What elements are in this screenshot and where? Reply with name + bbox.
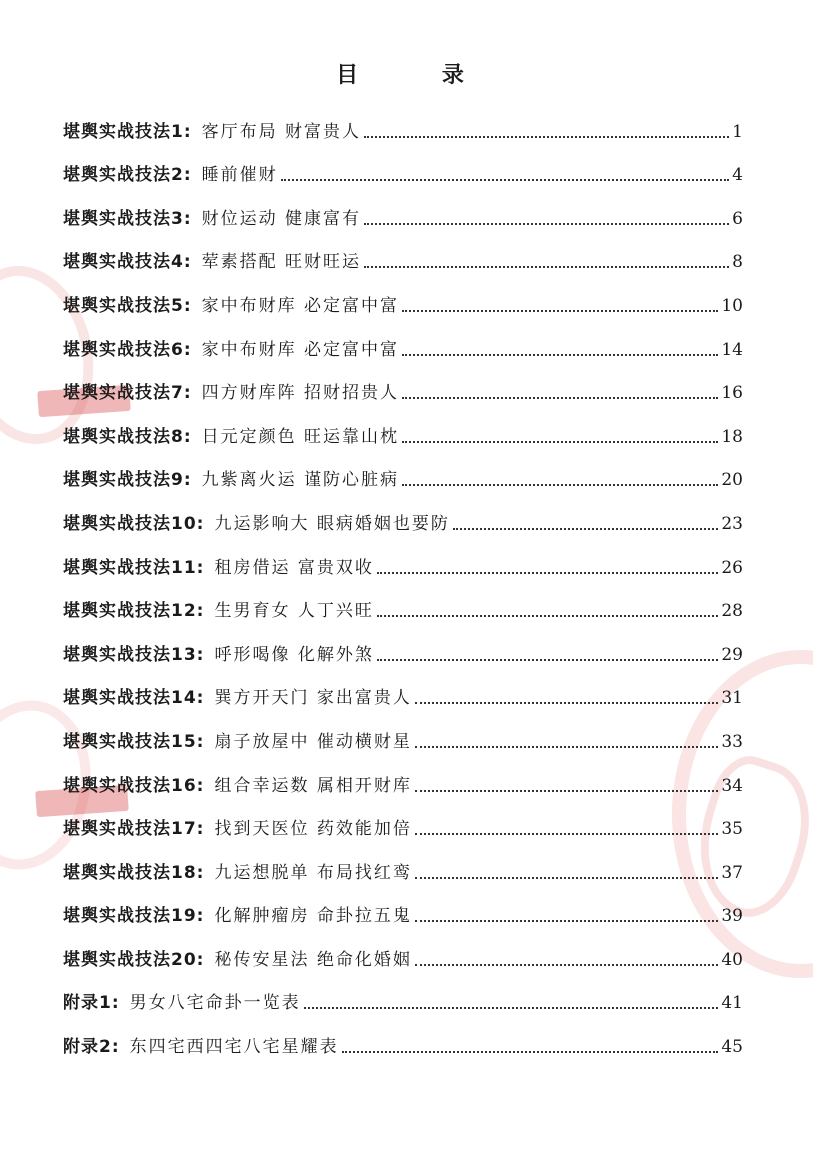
toc-entry-page-number: 20 bbox=[721, 470, 743, 491]
toc-entry-title: 秘传安星法 绝命化婚姻 bbox=[214, 949, 412, 970]
toc-entry-page-number: 35 bbox=[721, 819, 743, 840]
toc-entry[interactable] bbox=[63, 316, 743, 360]
dot-leader bbox=[415, 877, 718, 879]
page-title: 目 录 bbox=[336, 63, 502, 88]
toc-entry-page-number: 6 bbox=[732, 208, 743, 229]
toc-entry-title: 巽方开天门 家出富贵人 bbox=[214, 688, 412, 709]
toc-entry[interactable] bbox=[63, 360, 743, 404]
toc-entry-title: 四方财库阵 招财招贵人 bbox=[201, 383, 400, 404]
dot-leader bbox=[415, 702, 718, 704]
toc-entry[interactable] bbox=[63, 229, 743, 273]
toc-entry[interactable] bbox=[63, 1013, 743, 1057]
toc-entry-label: 堪舆实战技法14: bbox=[63, 688, 205, 709]
toc-entry-title: 找到天医位 药效能加倍 bbox=[214, 819, 412, 840]
toc-entry-page-number: 31 bbox=[721, 688, 743, 709]
dot-leader bbox=[402, 441, 718, 443]
toc-entry-label: 堪舆实战技法12: bbox=[63, 601, 205, 622]
toc-entry-page-number: 39 bbox=[721, 906, 743, 927]
toc-entry-page-number: 23 bbox=[721, 513, 743, 534]
dot-leader bbox=[415, 833, 718, 835]
dot-leader bbox=[415, 964, 718, 966]
dot-leader bbox=[364, 266, 729, 268]
toc-entry[interactable] bbox=[63, 970, 743, 1014]
dot-leader bbox=[415, 746, 718, 748]
toc-entry-title: 荤素搭配 旺财旺运 bbox=[201, 252, 362, 273]
toc-entry-page-number: 40 bbox=[721, 949, 743, 970]
dot-leader bbox=[364, 136, 729, 138]
toc-entry[interactable] bbox=[63, 621, 743, 665]
dot-leader bbox=[402, 354, 718, 356]
toc-entry-label: 堪舆实战技法9: bbox=[63, 470, 192, 491]
toc-entry-page-number: 26 bbox=[721, 557, 743, 578]
toc-entry-page-number: 34 bbox=[721, 775, 743, 796]
dot-leader bbox=[453, 528, 718, 530]
toc-entry-label: 附录2: bbox=[63, 1037, 120, 1058]
dot-leader bbox=[402, 484, 718, 486]
toc-entry-title: 九运影响大 眼病婚姻也要防 bbox=[214, 513, 450, 534]
toc-entry[interactable] bbox=[63, 883, 743, 927]
toc-entry-title: 化解肿瘤房 命卦拉五鬼 bbox=[214, 906, 412, 927]
toc-entry-page-number: 14 bbox=[721, 339, 743, 360]
toc-entry-title: 日元定颜色 旺运靠山枕 bbox=[201, 426, 400, 447]
toc-entry-label: 堪舆实战技法13: bbox=[63, 644, 205, 665]
toc-entry-title: 扇子放屋中 催动横财星 bbox=[214, 731, 412, 752]
toc-entry[interactable] bbox=[63, 142, 743, 186]
toc-entry[interactable] bbox=[63, 926, 743, 970]
toc-entry[interactable] bbox=[63, 839, 743, 883]
toc-entry-page-number: 16 bbox=[721, 383, 743, 404]
toc-entry[interactable] bbox=[63, 98, 743, 142]
toc-entry-title: 九运想脱单 布局找红鸾 bbox=[214, 862, 412, 883]
toc-entry-page-number: 28 bbox=[721, 601, 743, 622]
toc-entry-page-number: 18 bbox=[721, 426, 743, 447]
toc-entry[interactable] bbox=[63, 447, 743, 491]
toc-entry-label: 堪舆实战技法16: bbox=[63, 775, 205, 796]
dot-leader bbox=[342, 1051, 719, 1053]
toc-entry-label: 堪舆实战技法4: bbox=[63, 252, 192, 273]
dot-leader bbox=[402, 397, 718, 399]
toc-entry-label: 堪舆实战技法18: bbox=[63, 862, 205, 883]
toc-entry-label: 堪舆实战技法1: bbox=[63, 121, 192, 142]
toc-entry-page-number: 41 bbox=[721, 993, 743, 1014]
dot-leader bbox=[364, 223, 729, 225]
dot-leader bbox=[415, 790, 718, 792]
toc-entry-title: 生男育女 人丁兴旺 bbox=[214, 601, 374, 622]
toc-entry-label: 堪舆实战技法10: bbox=[63, 513, 205, 534]
dot-leader bbox=[304, 1007, 719, 1009]
toc-entry[interactable] bbox=[63, 578, 743, 622]
toc-entry-page-number: 1 bbox=[732, 121, 743, 142]
toc-entry-page-number: 37 bbox=[721, 862, 743, 883]
toc-entry-title: 睡前催财 bbox=[201, 165, 278, 186]
toc-entry-title: 九紫离火运 谨防心脏病 bbox=[201, 470, 400, 491]
toc-entry[interactable] bbox=[63, 534, 743, 578]
toc-entry-page-number: 10 bbox=[721, 295, 743, 316]
toc-entry[interactable] bbox=[63, 490, 743, 534]
toc-entry-label: 堪舆实战技法20: bbox=[63, 949, 205, 970]
toc-entry-title: 男女八宅命卦一览表 bbox=[129, 993, 301, 1014]
toc-entry[interactable] bbox=[63, 185, 743, 229]
toc-entry[interactable] bbox=[63, 708, 743, 752]
table-of-contents bbox=[63, 98, 743, 1057]
toc-entry-page-number: 29 bbox=[721, 644, 743, 665]
toc-entry-label: 堪舆实战技法19: bbox=[63, 906, 205, 927]
toc-entry-page-number: 4 bbox=[732, 165, 743, 186]
toc-entry-label: 堪舆实战技法11: bbox=[63, 557, 205, 578]
toc-entry-page-number: 45 bbox=[721, 1037, 743, 1058]
toc-entry-title: 家中布财库 必定富中富 bbox=[201, 295, 400, 316]
toc-entry-label: 堪舆实战技法6: bbox=[63, 339, 192, 360]
dot-leader bbox=[377, 572, 718, 574]
toc-entry[interactable] bbox=[63, 796, 743, 840]
toc-entry-title: 财位运动 健康富有 bbox=[201, 208, 362, 229]
toc-entry-title: 租房借运 富贵双收 bbox=[214, 557, 374, 578]
toc-entry[interactable] bbox=[63, 665, 743, 709]
dot-leader bbox=[377, 615, 718, 617]
toc-entry-title: 呼形喝像 化解外煞 bbox=[214, 644, 374, 665]
toc-entry[interactable] bbox=[63, 752, 743, 796]
toc-entry-title: 家中布财库 必定富中富 bbox=[201, 339, 400, 360]
toc-entry[interactable] bbox=[63, 403, 743, 447]
toc-entry-label: 堪舆实战技法17: bbox=[63, 819, 205, 840]
toc-entry-title: 东四宅西四宅八宅星耀表 bbox=[129, 1037, 339, 1058]
toc-entry-page-number: 33 bbox=[721, 731, 743, 752]
toc-entry-label: 堪舆实战技法3: bbox=[63, 208, 192, 229]
toc-entry-page-number: 8 bbox=[732, 252, 743, 273]
toc-entry-label: 堪舆实战技法15: bbox=[63, 731, 205, 752]
dot-leader bbox=[415, 920, 718, 922]
toc-entry-label: 附录1: bbox=[63, 993, 120, 1014]
toc-entry-label: 堪舆实战技法7: bbox=[63, 383, 192, 404]
toc-entry-title: 组合幸运数 属相开财库 bbox=[214, 775, 412, 796]
toc-entry-label: 堪舆实战技法5: bbox=[63, 295, 192, 316]
dot-leader bbox=[281, 179, 730, 181]
toc-entry-label: 堪舆实战技法8: bbox=[63, 426, 192, 447]
toc-entry[interactable] bbox=[63, 272, 743, 316]
toc-entry-title: 客厅布局 财富贵人 bbox=[201, 121, 362, 142]
dot-leader bbox=[402, 310, 718, 312]
dot-leader bbox=[377, 659, 718, 661]
toc-entry-label: 堪舆实战技法2: bbox=[63, 165, 192, 186]
